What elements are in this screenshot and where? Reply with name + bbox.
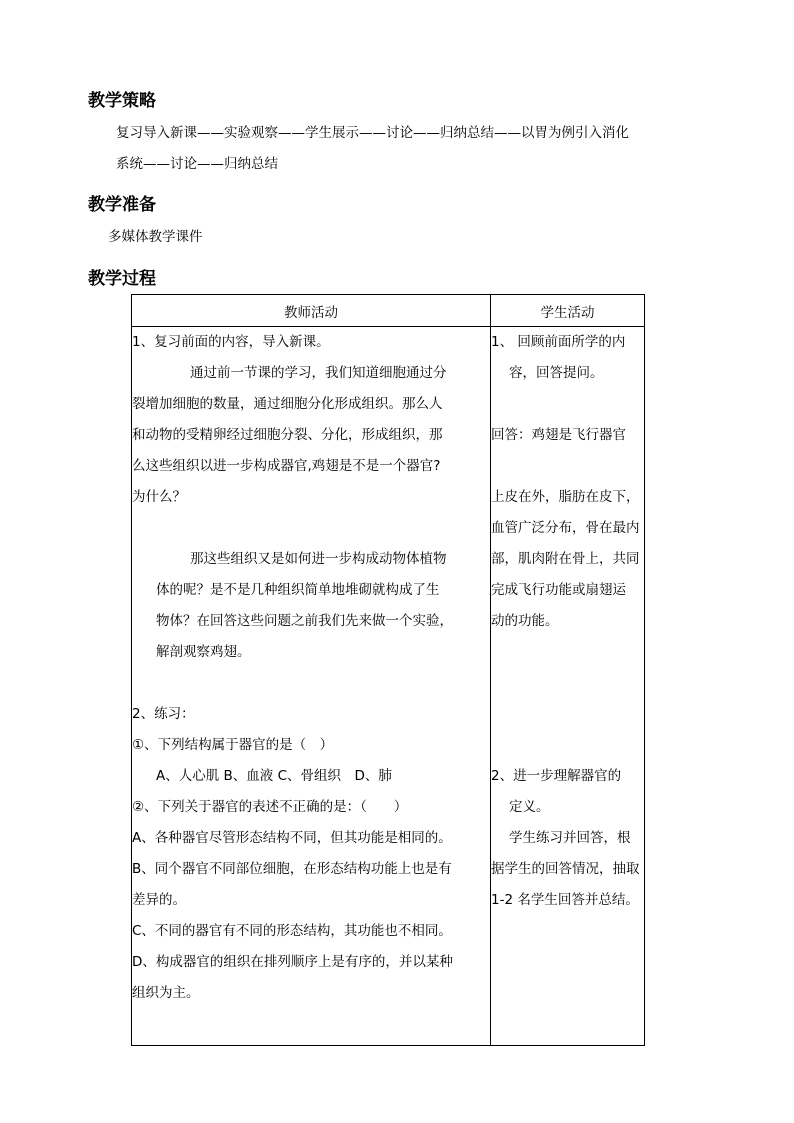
student-line-blank <box>491 668 644 699</box>
teacher-line: A、人心肌 B、血液 C、骨组织 D、肺 <box>156 768 392 784</box>
teacher-line: 为什么？ <box>132 489 186 505</box>
table-body-row <box>132 327 645 1046</box>
table-header-row <box>132 295 645 327</box>
teacher-line: B、同个器官不同部位细胞，在形态结构功能上也是有 <box>132 861 452 877</box>
teacher-line: 解剖观察鸡翅。 <box>156 644 251 660</box>
teacher-line: 和动物的受精卵经过细胞分裂、分化，形成组织，那 <box>132 427 443 443</box>
teacher-line: 裂增加细胞的数量，通过细胞分化形成组织。那么人 <box>132 396 443 412</box>
student-line-blank <box>491 699 644 730</box>
col-teacher-header: 教师活动 <box>132 295 491 327</box>
student-line: 血管广泛分布，骨在最内 <box>491 520 640 536</box>
student-line: 据学生的回答情况，抽取 <box>491 861 640 877</box>
teacher-line: 1、复习前面的内容，导入新课。 <box>132 334 330 350</box>
teacher-line: 么这些组织以进一步构成器官,鸡翅是不是一个器官? <box>132 458 441 474</box>
process-heading: 教学过程 <box>88 269 156 289</box>
teacher-line: 组织为主。 <box>132 985 200 1001</box>
teacher-line: D、构成器官的组织在排列顺序上是有序的，并以某种 <box>132 954 453 970</box>
student-line-blank <box>491 637 644 668</box>
student-line: 1-2 名学生回答并总结。 <box>491 892 639 908</box>
teacher-line: 体的呢？是不是几种组织简单地堆砌就构成了生 <box>156 582 440 598</box>
teacher-line: 2、练习： <box>132 706 195 722</box>
col-student-header: 学生活动 <box>491 295 645 327</box>
student-line: 完成飞行功能或扇翅运 <box>491 582 626 598</box>
teacher-line: ②、下列关于器官的表述不正确的是：（ ） <box>132 799 408 815</box>
strategy-line-1: 复习导入新课——实验观察——学生展示——讨论——归纳总结——以胃为例引入消化 <box>116 125 629 141</box>
student-line: 上皮在外，脂肪在皮下， <box>491 489 640 505</box>
student-line: 2、进一步理解器官的 <box>491 768 622 784</box>
student-line: 学生练习并回答，根 <box>509 830 631 846</box>
student-line: 定义。 <box>509 799 550 815</box>
teacher-line: 差异的。 <box>132 892 186 908</box>
teacher-line: 那这些组织又是如何进一步构成动物体植物 <box>190 551 447 567</box>
teacher-line-blank <box>132 513 490 544</box>
process-table <box>131 294 645 1046</box>
student-line: 容，回答提问。 <box>509 365 604 381</box>
student-line-blank <box>491 730 644 761</box>
student-line: 动的功能。 <box>491 613 559 629</box>
strategy-line-2: 系统——讨论——归纳总结 <box>116 156 278 172</box>
teacher-line-blank <box>132 668 490 699</box>
student-line-blank <box>491 451 644 482</box>
teacher-line: 通过前一节课的学习，我们知道细胞通过分 <box>190 365 447 381</box>
student-line: 部，肌肉附在骨上，共同 <box>491 551 640 567</box>
student-line-blank <box>491 389 644 420</box>
preparation-heading: 教学准备 <box>88 195 156 215</box>
strategy-heading: 教学策略 <box>88 91 156 111</box>
teacher-line: ①、下列结构属于器官的是（ ） <box>132 737 334 753</box>
student-line: 1、 回顾前面所学的内 <box>491 334 626 350</box>
teacher-activity-cell <box>132 327 491 1046</box>
teacher-line: C、不同的器官有不同的形态结构，其功能也不相同。 <box>132 923 452 939</box>
preparation-text: 多媒体教学课件 <box>108 229 203 245</box>
teacher-line: A、各种器官尽管形态结构不同，但其功能是相同的。 <box>132 830 452 846</box>
teacher-line: 物体？在回答这些问题之前我们先来做一个实验， <box>156 613 453 629</box>
student-line: 回答：鸡翅是飞行器官 <box>491 427 626 443</box>
student-activity-cell <box>491 327 645 1046</box>
